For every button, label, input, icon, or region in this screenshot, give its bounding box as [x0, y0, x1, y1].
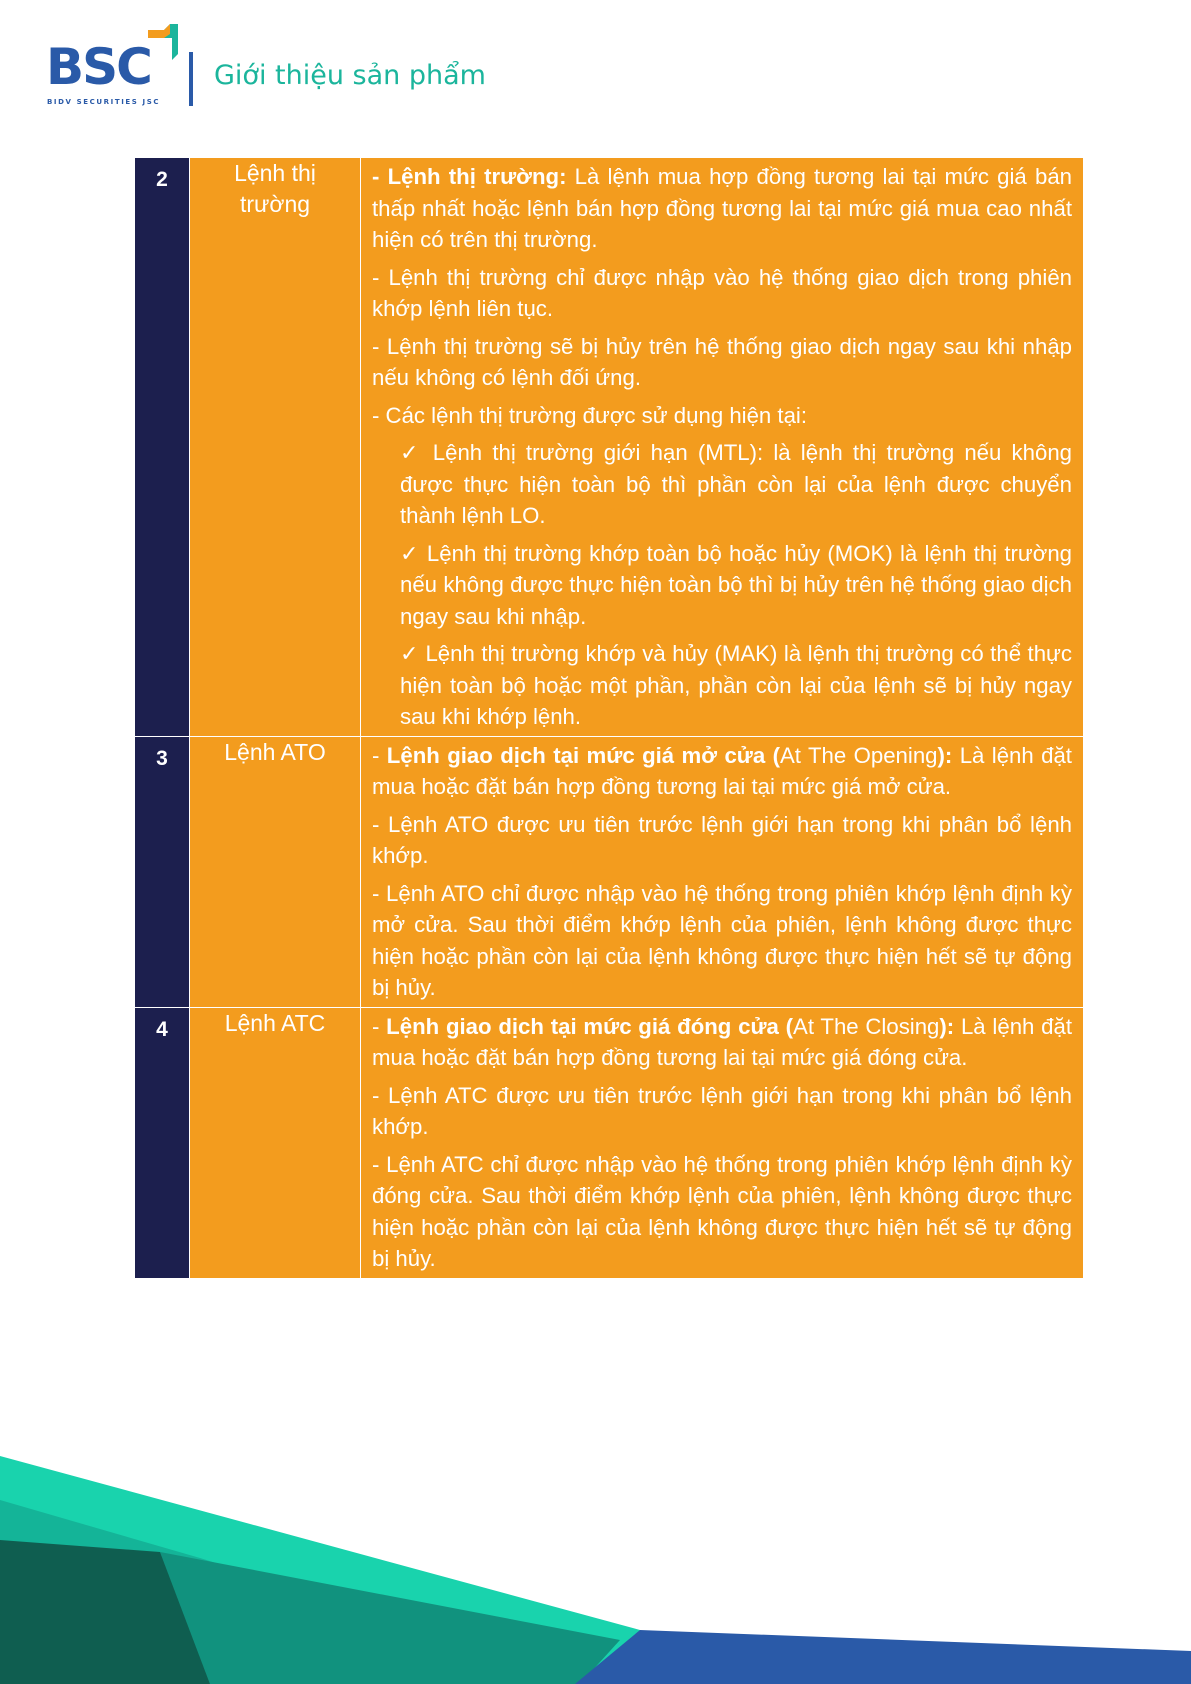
description-paragraph [372, 400, 1072, 432]
paragraph-text: Là lệnh đặt mua hoặc đặt bán hợp đồng tương lai tại mức giá mở cửa. [372, 742, 1072, 799]
paragraph-text: Lệnh thị trường khớp và hủy (MAK) là lệnh thị trường có thể thực hiện toàn bộ hoặc một phần, phần còn lại của lệnh sẽ bị hủy ngay sau khi khớp lệnh. [400, 641, 1072, 729]
checklist-item [400, 437, 1072, 532]
order-types-table [134, 157, 1084, 1279]
order-type-description [361, 158, 1084, 737]
paragraph-text: - Lệnh ATO được ưu tiên trước lệnh giới hạn trong khi phân bổ lệnh khớp. [372, 811, 1072, 868]
paragraph-text: Là lệnh mua hợp đồng tương lai tại mức giá bán thấp nhất hoặc lệnh bán hợp đồng tương lai tại mức giá mua cao nhất hiện có trên thị trường. [372, 164, 1072, 252]
order-type-description [361, 736, 1084, 1007]
table-row [135, 1007, 1084, 1278]
description-paragraph [372, 1011, 1072, 1074]
header-divider [189, 52, 193, 106]
bold-label: - Lệnh thị trường: [372, 164, 567, 189]
description-paragraph [372, 331, 1072, 394]
description-paragraph [372, 161, 1072, 256]
description-paragraph [372, 878, 1072, 1004]
logo-arrow-icon [138, 24, 178, 68]
paragraph-text: Là lệnh đặt mua hoặc đặt bán hợp đồng tương lai tại mức giá đóng cửa. [372, 1013, 1072, 1070]
check-icon: ✓ [400, 440, 423, 465]
checklist-item [400, 638, 1072, 733]
row-number: 2 [135, 158, 190, 737]
order-type-name: Lệnh ATC [190, 1007, 361, 1278]
row-number: 4 [135, 1007, 190, 1278]
bold-label-end: ): [939, 1013, 955, 1039]
logo-tagline: BIDV SECURITIES JSC [47, 98, 161, 106]
order-type-description [361, 1007, 1084, 1278]
table-row [135, 158, 1084, 737]
paragraph-text: Lệnh thị trường giới hạn (MTL): là lệnh thị trường nếu không được thực hiện toàn bộ thì phần còn lại của lệnh được chuyển thành lệnh LO. [400, 440, 1072, 528]
paragraph-text: - Lệnh thị trường chỉ được nhập vào hệ thống giao dịch trong phiên khớp lệnh liên tục. [372, 264, 1072, 321]
english-term: At The Closing [793, 1013, 940, 1039]
paragraph-text: - Lệnh ATC được ưu tiên trước lệnh giới hạn trong khi phân bổ lệnh khớp. [372, 1082, 1072, 1139]
paragraph-text: - Các lệnh thị trường được sử dụng hiện tại: [372, 402, 808, 428]
order-type-name: Lệnh thị trường [190, 158, 361, 737]
paragraph-text: - Lệnh thị trường sẽ bị hủy trên hệ thống giao dịch ngay sau khi nhập nếu không có lệnh đối ứng. [372, 333, 1072, 390]
order-type-name: Lệnh ATO [190, 736, 361, 1007]
description-paragraph [372, 1149, 1072, 1275]
bold-label: Lệnh giao dịch tại mức giá đóng cửa ( [386, 1013, 794, 1039]
description-paragraph [372, 262, 1072, 325]
description-paragraph [372, 1080, 1072, 1143]
table-row [135, 736, 1084, 1007]
logo-text: BSC [46, 38, 151, 96]
description-paragraph [372, 809, 1072, 872]
bold-label: Lệnh giao dịch tại mức giá mở cửa ( [386, 742, 780, 768]
dash-prefix: - [372, 1013, 387, 1039]
english-term: At The Opening [780, 742, 938, 768]
check-icon: ✓ [400, 641, 419, 666]
paragraph-text: - Lệnh ATO chỉ được nhập vào hệ thống trong phiên khớp lệnh định kỳ mở cửa. Sau thời điểm khớp lệnh của phiên, lệnh không được thực hiện hoặc phần còn lại của lệnh không được thực hiện hết sẽ tự động bị hủy. [372, 880, 1072, 1000]
paragraph-text: - Lệnh ATC chỉ được nhập vào hệ thống trong phiên khớp lệnh định kỳ đóng cửa. Sau thời điểm khớp lệnh của phiên, lệnh không được thực hiện hoặc phần còn lại của lệnh không được thực hiện hết sẽ tự động bị hủy. [372, 1151, 1072, 1271]
bsc-logo [46, 24, 180, 108]
bold-label-end: ): [937, 742, 953, 768]
footer-decoration [0, 1440, 1191, 1684]
row-number: 3 [135, 736, 190, 1007]
page-header [46, 24, 646, 114]
page-title: Giới thiệu sản phẩm [214, 60, 486, 91]
paragraph-text: Lệnh thị trường khớp toàn bộ hoặc hủy (MOK) là lệnh thị trường nếu không được thực hiện toàn bộ thì bị hủy trên hệ thống giao dịch ngay sau khi nhập. [400, 540, 1072, 629]
description-paragraph [372, 740, 1072, 803]
checklist-item [400, 538, 1072, 633]
table-body [135, 158, 1084, 1279]
check-icon: ✓ [400, 540, 420, 566]
dash-prefix: - [372, 742, 387, 768]
